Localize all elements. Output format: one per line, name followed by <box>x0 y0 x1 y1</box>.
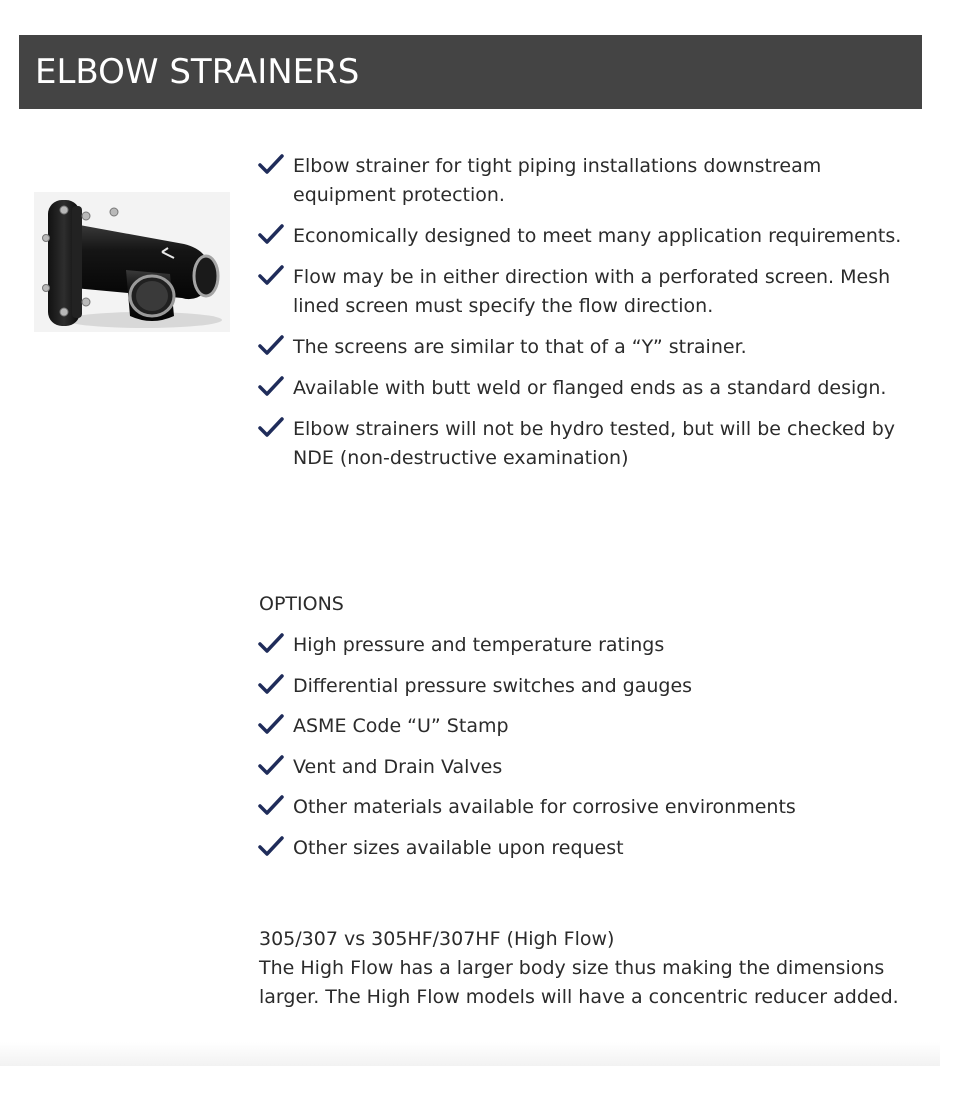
option-text: Vent and Drain Valves <box>293 755 503 778</box>
feature-item <box>258 152 908 210</box>
checkmark-icon <box>258 153 284 177</box>
option-text: Other materials available for corrosive environments <box>293 796 796 818</box>
feature-text: Available with butt weld or flanged ends as a standard design. <box>293 377 887 399</box>
feature-item <box>258 415 908 473</box>
checkmark-icon <box>258 334 284 358</box>
elbow-strainer-photo <box>34 192 230 332</box>
checkmark-icon <box>258 632 284 656</box>
note-heading: 305/307 vs 305HF/307HF (High Flow) <box>259 928 615 950</box>
checkmark-icon <box>258 673 284 697</box>
option-item <box>258 834 908 863</box>
checkmark-icon <box>258 794 284 818</box>
feature-list <box>258 152 908 485</box>
checkmark-icon <box>258 835 284 859</box>
feature-item <box>258 263 908 321</box>
feature-text: The screens are similar to that of a “Y” strainer. <box>293 336 747 358</box>
page-title: ELBOW STRAINERS <box>35 52 360 92</box>
header-banner <box>19 35 922 109</box>
option-text: High pressure and temperature ratings <box>293 634 665 656</box>
feature-text: Economically designed to meet many application requirements. <box>293 225 902 247</box>
options-heading: OPTIONS <box>259 593 344 615</box>
option-item <box>258 712 908 741</box>
option-item <box>258 753 908 782</box>
checkmark-icon <box>258 416 284 440</box>
feature-item <box>258 374 908 403</box>
checkmark-icon <box>258 713 284 737</box>
feature-item <box>258 222 908 251</box>
option-item <box>258 631 908 660</box>
option-item <box>258 793 908 822</box>
elbow-strainer-illustration <box>34 192 230 332</box>
feature-text: Flow may be in either direction with a perforated screen. Mesh lined screen must specify the flow direction. <box>293 266 891 317</box>
option-text: ASME Code “U” Stamp <box>293 715 509 737</box>
note-body: The High Flow has a larger body size thus making the dimensions larger. The High Flow models will have a concentric reducer added. <box>259 957 899 1008</box>
feature-text: Elbow strainer for tight piping installations downstream equipment protection. <box>293 155 822 206</box>
checkmark-icon <box>258 375 284 399</box>
option-text: Differential pressure switches and gauges <box>293 674 693 697</box>
options-list <box>258 631 908 874</box>
feature-text: Elbow strainers will not be hydro tested, but will be checked by NDE (non-destructive examination) <box>293 418 896 469</box>
option-text: Other sizes available upon request <box>293 836 624 859</box>
page-bottom-shadow <box>0 1042 940 1066</box>
checkmark-icon <box>258 223 284 247</box>
feature-item <box>258 333 908 362</box>
checkmark-icon <box>258 754 284 778</box>
option-item <box>258 672 908 701</box>
checkmark-icon <box>258 264 284 288</box>
high-flow-note <box>259 925 909 1012</box>
